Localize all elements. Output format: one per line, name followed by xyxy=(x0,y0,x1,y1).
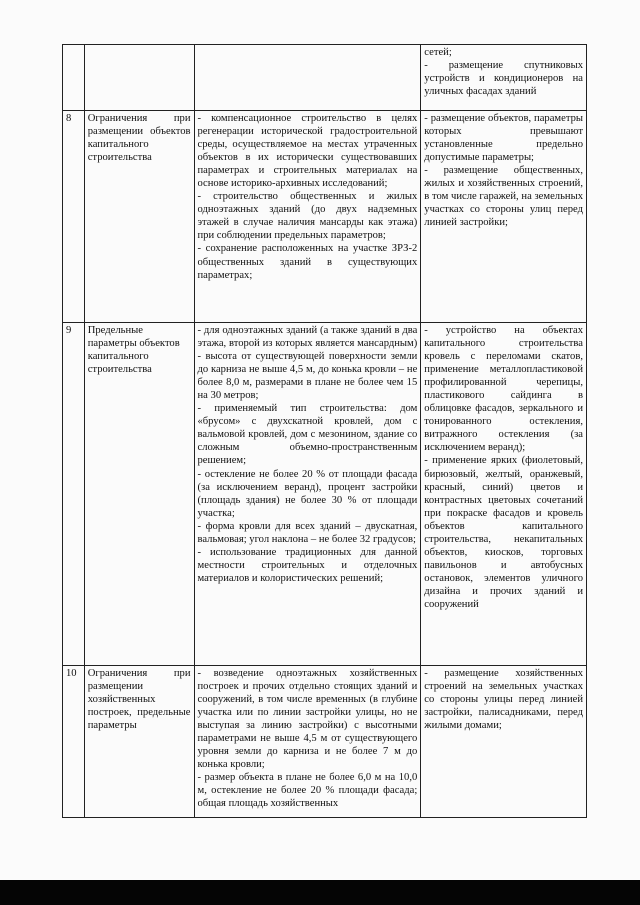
cell-paragraph: - размещение хозяйственных строений на земельных участках со стороны улицы перед линией застройки, палисадниками, перед жилыми домами; xyxy=(424,668,583,732)
cell-paragraph: - размещение объектов, параметры которых превышают установленные предельно допустимые параметры; xyxy=(424,113,583,164)
allowed-cell xyxy=(194,666,421,818)
cell-paragraph: - для одноэтажных зданий (а также зданий в два этажа, второй из которых является мансардным) - высота от существующей поверхности земли до карниза не выше 4,5 м, до конька кровли – не более 8,0 м, размерами в плане не более чем 15 на 30 метров; xyxy=(197,325,418,402)
row-number: 8 xyxy=(63,111,85,323)
cell-paragraph: - размещение спутниковых устройств и кондиционеров на уличных фасадах зданий xyxy=(424,60,583,98)
forbidden-cell xyxy=(421,666,587,818)
cell-paragraph: - размер объекта в плане не более 6,0 м на 10,0 м, остекление не более 20 % площади фасада; общая площадь хозяйственных xyxy=(197,772,418,810)
cell-paragraph: - применяемый тип строительства: дом «брусом» с двухскатной кровлей, дом с вальмовой кровлей, дом с мезонином, здание со сложным объемно-пространственным решением; xyxy=(197,403,418,467)
table-row xyxy=(63,111,587,323)
scan-bottom-edge xyxy=(0,880,640,905)
cell-paragraph: - сохранение расположенных на участке ЗРЗ-2 общественных зданий в существующих параметрах; xyxy=(197,243,418,281)
cell-paragraph: - компенсационное строительство в целях регенерации исторической градостроительной среды, осуществляемое на местах утраченных объектов в их исторически существовавших параметрах и строительных материалах на основе историко-архивных исследований; xyxy=(197,113,418,190)
row-name: Ограничения при размещении хозяйственных построек, предельные параметры xyxy=(84,666,194,818)
forbidden-cell xyxy=(421,45,587,111)
cell-paragraph: - размещение общественных, жилых и хозяйственных строений, в том числе гаражей, на земельных участках со стороны улиц перед линией застройки; xyxy=(424,165,583,229)
table-row xyxy=(63,666,587,818)
row-name: Ограничения при размещении объектов капитального строительства xyxy=(84,111,194,323)
cell-paragraph: - применение ярких (фиолетовый, бирюзовый, желтый, оранжевый, красный, синий) цветов и контрастных цветовых сочетаний при покраске фасадов и кровель объектов капитального строительства, некапитальных объектов, киосков, торговых павильонов и автобусных остановок, элементов уличного дизайна и прочих зданий и сооружений xyxy=(424,455,583,610)
row-number: 9 xyxy=(63,323,85,666)
cell-paragraph: - остекление не более 20 % от площади фасада (за исключением веранд), процент застройки (площадь здания) не более 30 % от площади участка; xyxy=(197,468,418,519)
regulations-table xyxy=(62,44,587,818)
forbidden-cell xyxy=(421,111,587,323)
allowed-cell xyxy=(194,323,421,666)
allowed-cell xyxy=(194,111,421,323)
cell-paragraph: - использование традиционных для данной местности строительных и отделочных материалов и колористических решений; xyxy=(197,546,418,584)
row-number: 10 xyxy=(63,666,85,818)
row-name: Предельные параметры объектов капитального строительства xyxy=(84,323,194,666)
forbidden-cell xyxy=(421,323,587,666)
table-row xyxy=(63,45,587,111)
cell-paragraph: - строительство общественных и жилых одноэтажных зданий (до двух надземных этажей в случае наличия мансарды как этажа) при соблюдении предельных параметров; xyxy=(197,191,418,242)
cell-paragraph: сетей; xyxy=(424,47,452,58)
allowed-cell xyxy=(194,45,421,111)
table-row xyxy=(63,323,587,666)
cell-paragraph: - возведение одноэтажных хозяйственных построек и прочих отдельно стоящих зданий и сооружений, в том числе временных (в глубине участка или по линии застройки улицы, но не выступая за линию застройки) с высотными параметрами не выше 4,5 м от существующего уровня земли до карниза и не более 7 м до конька кровли; xyxy=(197,668,418,771)
cell-paragraph: - форма кровли для всех зданий – двускатная, вальмовая; угол наклона – не более 32 градусов; xyxy=(197,520,418,545)
row-number xyxy=(63,45,85,111)
cell-paragraph: - устройство на объектах капитального строительства кровель с переломами скатов, применение металлопластиковой профилированной черепицы, пластикового сайдинга в облицовке фасадов, зеркального и тонированного остекления, витражного остекления (за исключением веранд); xyxy=(424,325,583,454)
row-name xyxy=(84,45,194,111)
